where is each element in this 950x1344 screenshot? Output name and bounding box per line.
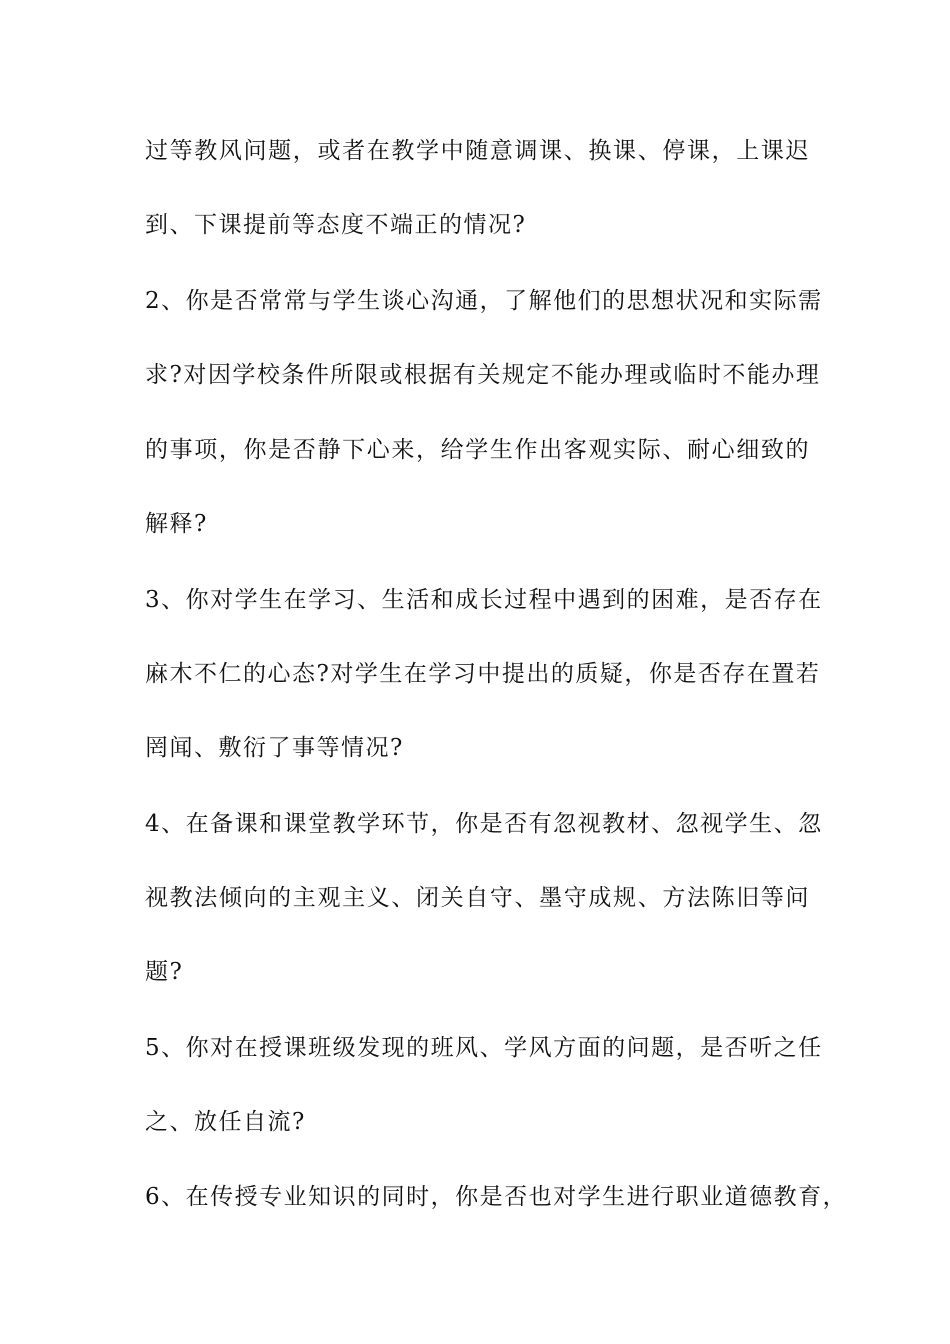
text-line-5: 的事项，你是否静下心来，给学生作出客观实际、耐心细致的 [145,437,810,463]
text-line-8: 麻木不仁的心态?对学生在学习中提出的质疑，你是否存在置若 [145,661,821,687]
text-line-1: 过等教风问题，或者在教学中随意调课、换课、停课，上课迟 [145,138,810,164]
text-line-15: 6、在传授专业知识的同时，你是否也对学生进行职业道德教育， [145,1184,848,1210]
text-line-14: 之、放任自流? [145,1109,306,1135]
text-line-13: 5、你对在授课班级发现的班风、学风方面的问题，是否听之任 [145,1035,823,1061]
text-line-9: 罔闻、敷衍了事等情况? [145,735,404,761]
text-line-2: 到、下课提前等态度不端正的情况? [145,212,527,238]
text-line-3: 2、你是否常常与学生谈心沟通，了解他们的思想状况和实际需 [145,288,823,314]
text-line-12: 题? [145,959,184,985]
text-line-11: 视教法倾向的主观主义、闭关自守、墨守成规、方法陈旧等问 [145,885,810,911]
text-line-4: 求?对因学校条件所限或根据有关规定不能办理或临时不能办理 [145,362,821,388]
text-line-10: 4、在备课和课堂教学环节，你是否有忽视教材、忽视学生、忽 [145,811,823,837]
text-line-6: 解释? [145,511,208,537]
text-line-7: 3、你对学生在学习、生活和成长过程中遇到的困难，是否存在 [145,587,823,613]
